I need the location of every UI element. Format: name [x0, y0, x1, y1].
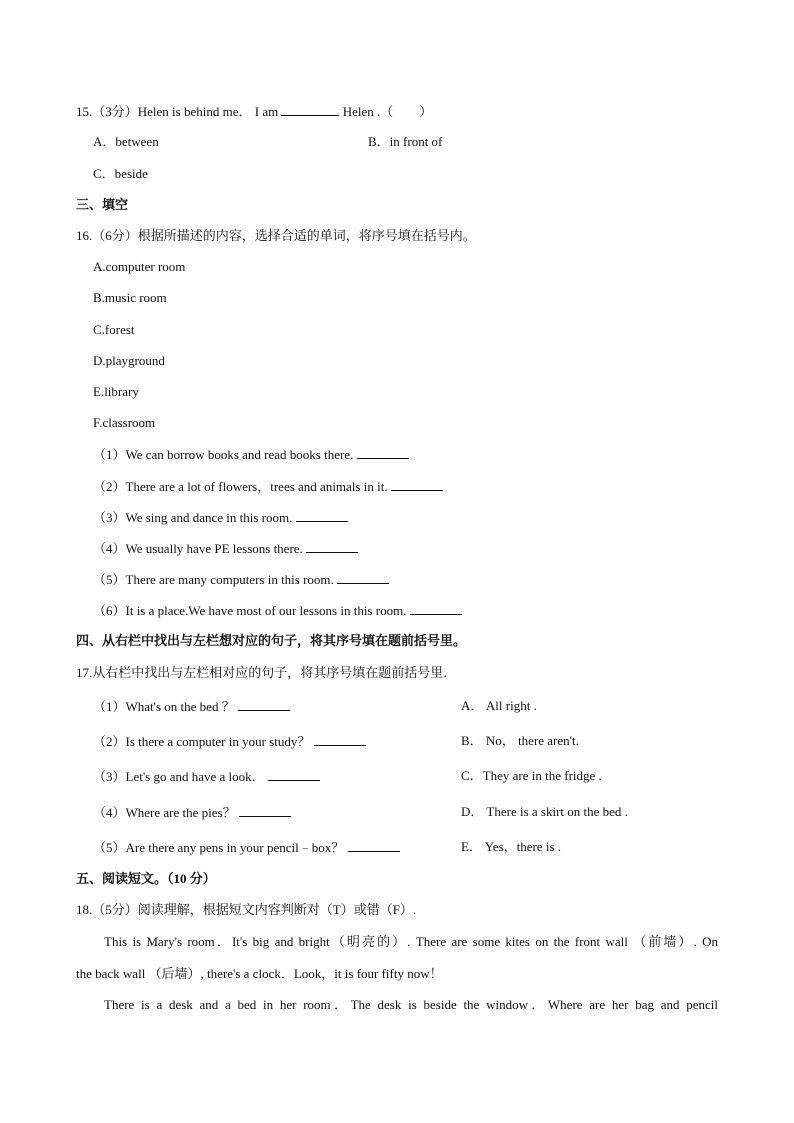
- q16-answer-blank[interactable]: [391, 478, 443, 491]
- q17-left-item: [93, 698, 290, 715]
- q16-choice-b: B.music room: [93, 290, 167, 305]
- q17-answer-blank[interactable]: [239, 804, 291, 817]
- q16-stem: [76, 228, 476, 244]
- passage-line: This is Mary's room．It's big and bright（明亮的）. There are some kites on the front wall （前墙）. On: [104, 934, 718, 949]
- q16-choice-c: C.forest: [93, 322, 135, 337]
- q17-left-item: [93, 839, 400, 856]
- q16-choice-d: D.playground: [93, 353, 165, 368]
- q17-number: 17.: [76, 665, 93, 680]
- q16-answer-blank[interactable]: [296, 509, 348, 522]
- q17-left-text: （1）What's on the bed ？: [93, 699, 235, 714]
- q17-right-item: C．They are in the fridge .: [461, 768, 602, 783]
- q15-option-c[interactable]: C．beside: [93, 166, 148, 181]
- q18-score: （5分）: [92, 902, 138, 917]
- q18-stem: [76, 902, 416, 918]
- q16-number: 16.: [76, 228, 93, 243]
- q15-score: （3分）: [92, 104, 138, 119]
- q16-instruction: 根据所描述的内容，选择合适的单词，将序号填在括号内。: [137, 228, 476, 243]
- q16-item: [93, 446, 409, 463]
- q17-answer-blank[interactable]: [348, 839, 400, 852]
- q17-stem: [76, 665, 456, 681]
- section4-title: 四、从右栏中找出与左栏想对应的句子，将其序号填在题前括号里。: [76, 633, 467, 648]
- q16-choice-e: E.library: [93, 384, 139, 399]
- passage-line: the back wall （后墙）, there's a clock．Look，it is four fifty now！: [76, 966, 443, 981]
- q17-answer-blank[interactable]: [238, 698, 290, 711]
- q15-option-a[interactable]: A．between: [93, 134, 159, 149]
- q16-item: [93, 540, 358, 557]
- q17-left-item: [93, 733, 366, 750]
- q16-item-text: （5）There are many computers in this room.: [93, 572, 334, 587]
- q17-right-item: E． Yes，there is .: [461, 839, 562, 854]
- q16-answer-blank[interactable]: [357, 446, 409, 459]
- q15-option-b[interactable]: B．in front of: [368, 134, 443, 149]
- q17-left-text: （4）Where are the pies？: [93, 805, 236, 820]
- q16-choice-a: A.computer room: [93, 259, 186, 274]
- q16-item-text: （1）We can borrow books and read books there.: [93, 447, 354, 462]
- q16-item: [93, 478, 443, 495]
- q16-answer-blank[interactable]: [306, 540, 358, 553]
- q17-left-text: （5）Are there any pens in your pencil﹣box？: [93, 840, 345, 855]
- q15-stem-b: Helen .（ ）: [342, 104, 433, 119]
- section5-title: 五、阅读短文。（10 分）: [76, 871, 216, 886]
- q16-score: （6分）: [92, 228, 138, 243]
- q17-answer-blank[interactable]: [314, 733, 366, 746]
- q18-number: 18.: [76, 902, 93, 917]
- q17-instruction: 从右栏中找出与左栏相对应的句子，将其序号填在题前括号里．: [92, 665, 457, 680]
- q17-right-item: D． There is a skirt on the bed .: [461, 804, 628, 819]
- q15-stem: [76, 103, 432, 120]
- q17-left-item: [93, 768, 320, 785]
- passage-line: There is a desk and a bed in her room．The desk is beside the window．Where are her bag and pencil: [104, 997, 718, 1012]
- q16-answer-blank[interactable]: [410, 602, 462, 615]
- q16-choice-f: F.classroom: [93, 415, 156, 430]
- q15-number: 15.: [76, 104, 93, 119]
- q16-item-text: （3）We sing and dance in this room.: [93, 510, 293, 525]
- q16-answer-blank[interactable]: [337, 571, 389, 584]
- q16-item: [93, 571, 389, 588]
- q18-instruction: 阅读理解，根据短文内容判断对（T）或错（F）.: [137, 902, 417, 917]
- q15-blank[interactable]: [281, 103, 339, 116]
- q17-right-item: B． No， there aren't.: [461, 733, 579, 748]
- q17-left-text: （3）Let's go and have a look．: [93, 769, 265, 784]
- q17-left-text: （2）Is there a computer in your study？: [93, 734, 311, 749]
- q16-item: [93, 509, 348, 526]
- q15-stem-a: Helen is behind me． I am: [137, 104, 279, 119]
- q16-item: [93, 602, 462, 619]
- q16-item-text: （2）There are a lot of flowers，trees and animals in it.: [93, 479, 388, 494]
- q17-right-item: A． All right .: [461, 698, 537, 713]
- q16-item-text: （6）It is a place.We have most of our lessons in this room.: [93, 603, 407, 618]
- section3-title: 三、填空: [76, 197, 129, 212]
- q17-left-item: [93, 804, 291, 821]
- q16-item-text: （4）We usually have PE lessons there.: [93, 541, 303, 556]
- q17-answer-blank[interactable]: [268, 768, 320, 781]
